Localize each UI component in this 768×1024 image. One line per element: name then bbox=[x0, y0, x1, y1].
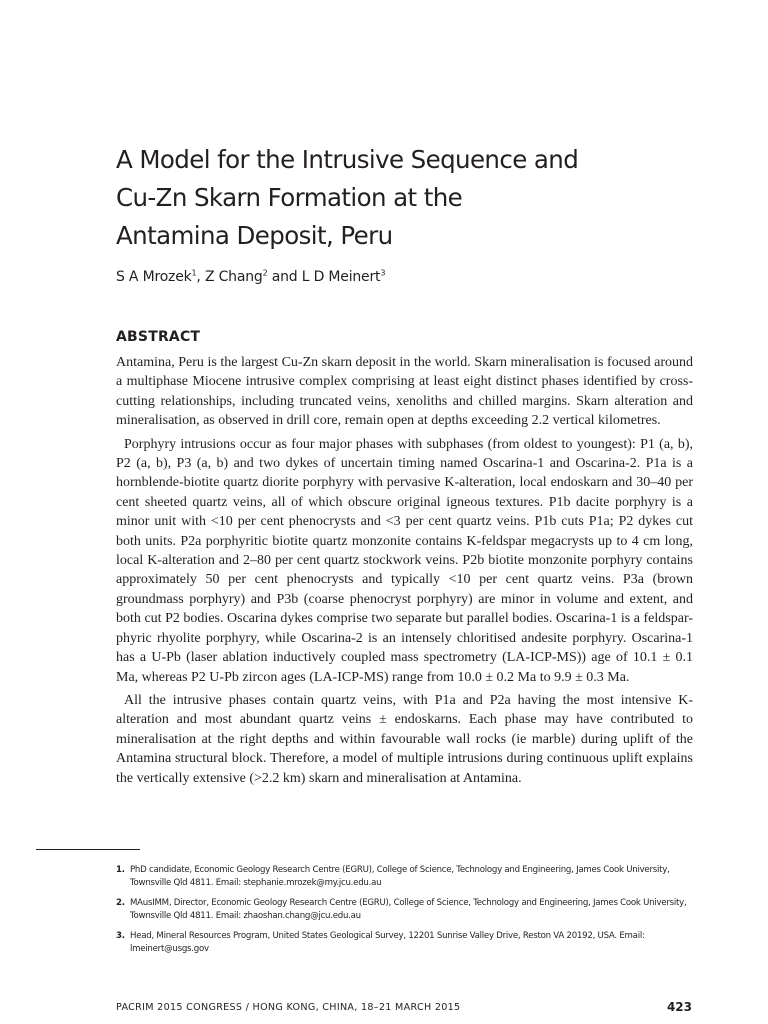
abstract-paragraph: Porphyry intrusions occur as four major phases with subphases (from oldest to youngest): P1 (a, b), P2 (a, b), P3 (a, b) and two dykes of uncertain timing named Oscarina-1 and Oscarina-2. P1a is a hornblende-biotite quartz diorite porphyry with pervasive K-alteration, local endoskarn and 30–40 per cent sheeted quartz veins, all of which obscure original igneous textures. P1b dacite porphyry is a minor unit with <10 per cent phenocrysts and <3 per cent quartz veins. P1b cuts P1a; P2 dykes cut both units. P2a porphyritic biotite quartz monzonite contains K-feldspar megacrysts up to 4 cm long, local K-alteration and 2–80 per cent quartz stockwork veins. P2b biotite monzonite porphyry contains approximately 50 per cent phenocrysts and typically <10 per cent quartz veins. P3a (brown groundmass porphyry) and P3b (coarse phenocryst porphyry) are minor in volume and extent, and both cut P2 bodies. Oscarina dykes comprise two separate but parallel bodies. Oscarina-1 is a feldspar-phyric rhyolite porphyry, while Oscarina-2 is an intensely chloritised andesite porphyry. Oscarina-1 has a U-Pb (laser ablation inductively coupled mass spectrometry (LA-ICP-MS)) age of 10.1 ± 0.1 Ma, whereas P2 U-Pb zircon ages (LA-ICP-MS) range from 10.0 ± 0.2 Ma to 9.9 ± 0.3 Ma. bbox=[116, 436, 693, 685]
abstract-heading: ABSTRACT bbox=[116, 329, 201, 345]
footnote-number: 2. bbox=[116, 898, 125, 908]
footnote-number: 3. bbox=[116, 931, 125, 941]
paper-title bbox=[116, 141, 716, 255]
title-line-1: A Model for the Intrusive Sequence and bbox=[116, 145, 579, 174]
footnote-divider bbox=[36, 849, 140, 850]
footnote-text: PhD candidate, Economic Geology Research Centre (EGRU), College of Science, Technology and Engineering, James Cook University, Townsville Qld 4811. Email: stephanie.mrozek@my.jcu.edu.au bbox=[130, 865, 670, 888]
footnote-text: MAusIMM, Director, Economic Geology Research Centre (EGRU), College of Science, Technology and Engineering, James Cook University, Townsville Qld 4811. Email: zhaoshan.chang@jcu.edu.au bbox=[130, 898, 687, 921]
author-name: Z Chang bbox=[204, 269, 263, 285]
footnote-text: Head, Mineral Resources Program, United States Geological Survey, 12201 Sunrise Valley Drive, Reston VA 20192, USA. Email: lmeinert@usgs.gov bbox=[130, 931, 645, 954]
author-name: S A Mrozek bbox=[116, 269, 192, 285]
page-number: 423 bbox=[666, 1000, 692, 1014]
footnote bbox=[116, 930, 693, 956]
footnote bbox=[116, 897, 693, 923]
footnote bbox=[116, 864, 693, 890]
author-name: L D Meinert bbox=[301, 269, 381, 285]
title-line-3: Antamina Deposit, Peru bbox=[116, 221, 393, 250]
author-separator: and bbox=[267, 269, 302, 285]
author-affiliation-mark: 1 bbox=[191, 268, 197, 278]
running-footer: PACRIM 2015 CONGRESS / HONG KONG, CHINA, 18–21 MARCH 2015 bbox=[116, 1002, 461, 1013]
author-list bbox=[116, 269, 385, 285]
footnotes bbox=[116, 864, 693, 963]
author-affiliation-mark: 2 bbox=[262, 268, 268, 278]
abstract-paragraph: All the intrusive phases contain quartz veins, with P1a and P2a having the most intensive K-alteration and most abundant quartz veins ± endoskarns. Each phase may have contributed to mineralisation at the right depths and within favourable wall rocks (ie marble) during uplift of the Antamina structural block. Therefore, a model of multiple intrusions during continuous uplift explains the vertically extensive (>2.2 km) skarn and mineralisation at Antamina. bbox=[116, 692, 693, 786]
author-separator: , bbox=[196, 269, 205, 285]
author-affiliation-mark: 3 bbox=[380, 268, 386, 278]
footnote-number: 1. bbox=[116, 865, 125, 875]
abstract-paragraph: Antamina, Peru is the largest Cu-Zn skarn deposit in the world. Skarn mineralisation is focused around a multiphase Miocene intrusive complex comprising at least eight distinct phases identified by cross-cutting relationships, including truncated veins, xenoliths and chilled margins. Skarn alteration and mineralisation, as observed in drill core, remain open at depths exceeding 2.2 vertical kilometres. bbox=[116, 355, 693, 429]
title-line-2: Cu-Zn Skarn Formation at the bbox=[116, 183, 463, 212]
abstract-body bbox=[116, 353, 693, 792]
